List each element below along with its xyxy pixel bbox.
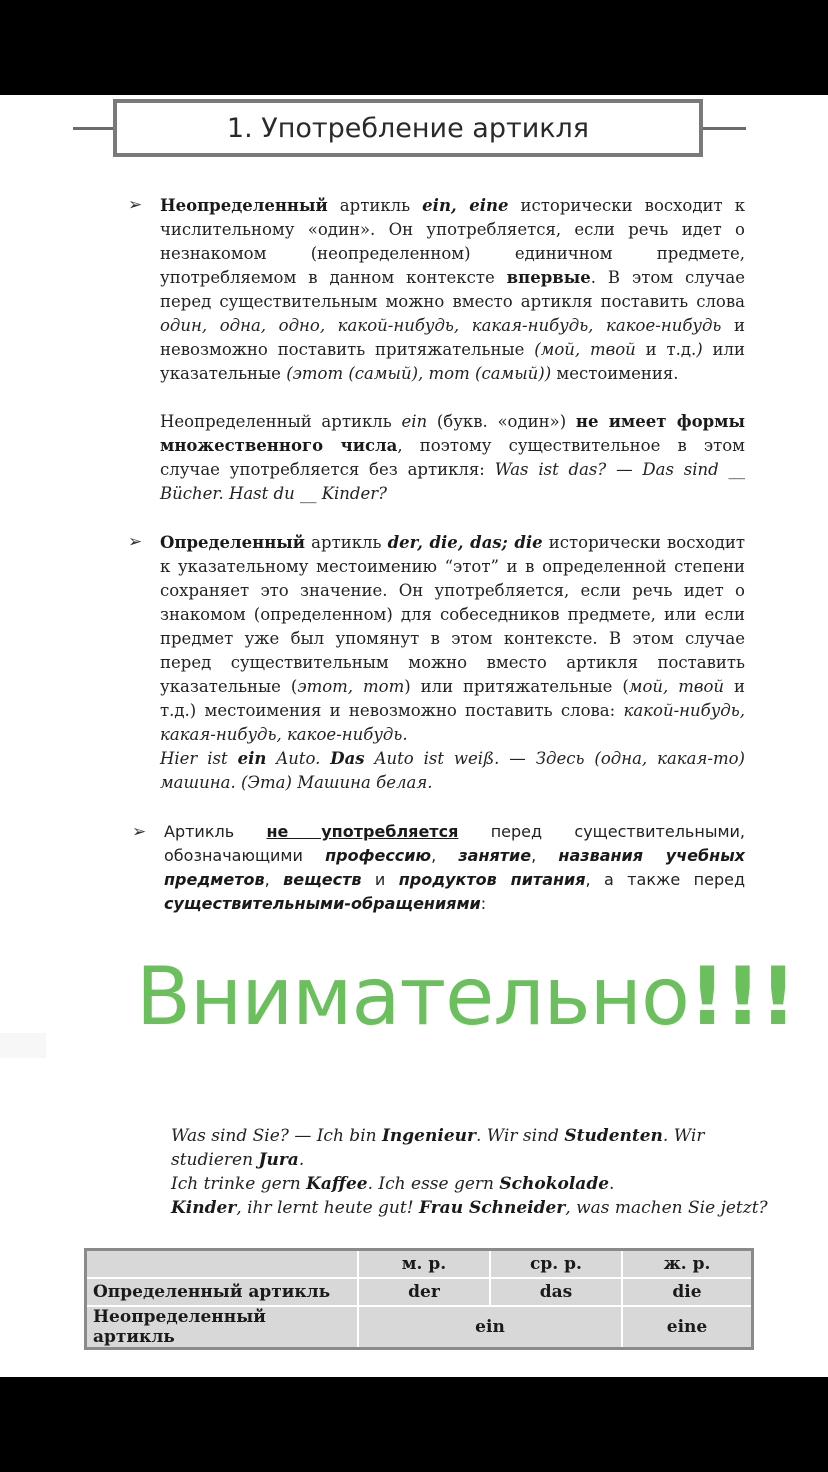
text: местоимения.	[551, 364, 679, 383]
text: . Ich esse gern	[367, 1174, 500, 1194]
table-cell: der	[358, 1278, 490, 1306]
text: :	[480, 894, 487, 913]
example: Was ist das? — Das sind __ Bücher. Hast du __ Kinder?	[160, 460, 746, 503]
row-label: Определенный артикль	[86, 1278, 359, 1306]
example-line	[171, 1172, 771, 1196]
text: артикль	[327, 196, 423, 215]
row-label: Неопределенный артикль	[86, 1306, 359, 1349]
top-black-bar	[0, 0, 828, 95]
title-rule-left	[73, 127, 113, 130]
text: . В этом случае перед существительным можно вместо артикля поставить слова	[160, 268, 745, 311]
attention-banner	[136, 950, 795, 1043]
category: продуктов питания	[398, 870, 586, 889]
table-header-cell: ж. р.	[622, 1250, 753, 1279]
faint-artifact	[0, 1033, 46, 1058]
text: артикль	[305, 533, 388, 552]
term: Определенный	[160, 533, 306, 552]
example: Hier ist	[160, 749, 238, 768]
text: (букв. «один»)	[427, 412, 576, 431]
text: . Wir sind	[475, 1126, 565, 1146]
table-header-row	[86, 1250, 753, 1279]
text: .	[298, 1150, 305, 1170]
table-cell: ein	[358, 1306, 622, 1349]
table-header-cell	[86, 1250, 359, 1279]
title-rule-right	[703, 127, 746, 130]
text: ,	[264, 870, 284, 889]
indefinite-article-paragraph	[160, 194, 745, 386]
page-title: 1. Употребление артикля	[226, 112, 590, 144]
text: , а также перед	[585, 870, 746, 889]
demonstratives: (этот (самый), тот (самый))	[286, 364, 552, 383]
example: Auto.	[266, 749, 331, 768]
text: ,	[431, 846, 459, 865]
possessives: мой, твой	[628, 677, 725, 696]
article-forms: der, die, das; die	[387, 533, 543, 552]
text: , ihr lernt heute gut!	[236, 1198, 419, 1218]
example-noun: Frau Schneider	[418, 1198, 566, 1218]
table-header-cell: м. р.	[358, 1250, 490, 1279]
plural-note-paragraph	[160, 410, 745, 506]
example-noun: Jura	[258, 1150, 299, 1170]
article-forms: ein, eine	[422, 196, 509, 215]
replacement-words: один, одна, одно, какой-нибудь, какая-нибудь, какое-нибудь	[160, 316, 722, 335]
example-noun: Studenten	[564, 1126, 663, 1146]
example-line	[171, 1196, 771, 1220]
example-line	[171, 1124, 771, 1172]
text: Артикль	[164, 822, 267, 841]
example-article: Das	[330, 749, 365, 768]
text: , поэтому существительное в этом случае употребляется без артикля:	[160, 436, 745, 479]
text: )	[696, 340, 703, 359]
example: Auto ist weiß. — Здесь (одна, какая-то) машина. (Эта) Машина белая.	[160, 749, 745, 792]
replacement-words: какой-нибудь, какая-нибудь, какое-нибудь.	[160, 701, 745, 744]
text: ) или притяжательные (	[404, 677, 629, 696]
text: и т.д.) местоимения и невозможно поставить слова:	[160, 677, 745, 720]
example-noun: Ingenieur	[381, 1126, 476, 1146]
examples-block	[171, 1124, 771, 1220]
text: перед существительными, обозначающими	[164, 822, 745, 865]
category: существительными-обращениями	[164, 894, 481, 913]
table-row	[86, 1278, 753, 1306]
text: и т.д.	[635, 340, 697, 359]
table-row	[86, 1306, 753, 1349]
table-header-cell: ср. р.	[490, 1250, 622, 1279]
text: исторически восходит к указательному местоимению “этот” и в определенной степени сохраняет это значение. Он употребляется, если речь идет о знакомом (определенном) для собеседников предмете, или если предмет уже был упомянут в этом контексте. В этом случае перед существительным можно вместо артикля поставить указательные (	[160, 533, 745, 696]
table-cell: eine	[622, 1306, 753, 1349]
example-article: ein	[237, 749, 267, 768]
possessives: (мой, твой	[534, 340, 636, 359]
exclamation-marks: !!!	[688, 950, 796, 1043]
table-cell: das	[490, 1278, 622, 1306]
example-noun: Kinder	[171, 1198, 237, 1218]
example-noun: Kaffee	[306, 1174, 368, 1194]
example-noun: Schokolade	[499, 1174, 610, 1194]
text: , was machen Sie jetzt?	[565, 1198, 768, 1218]
bullet-icon: ➢	[128, 195, 143, 215]
text: исторически восходит к числительному «один». Он употребляется, если речь идет о незнакомом (неопределенном) единичном предмете, употребляемом в данном контексте	[160, 196, 746, 287]
text: Was sind Sie? — Ich bin	[171, 1126, 382, 1146]
bullet-icon: ➢	[132, 822, 147, 842]
text: Ich trinke gern	[171, 1174, 307, 1194]
text: и невозможно поставить притяжательные	[160, 316, 745, 359]
title-frame	[113, 99, 703, 157]
text: или указательные	[160, 340, 745, 383]
articles-table	[84, 1248, 754, 1350]
text: ,	[531, 846, 559, 865]
emphasis: не имеет формы множественного числа	[160, 412, 745, 455]
category: занятие	[458, 846, 532, 865]
attention-word: Внимательно	[136, 950, 689, 1043]
text: Неопределенный артикль	[160, 412, 402, 431]
bottom-black-bar	[0, 1377, 828, 1472]
article-ein: ein	[401, 412, 428, 431]
table-cell: die	[622, 1278, 753, 1306]
demonstratives: этот, тот	[297, 677, 405, 696]
category: веществ	[283, 870, 362, 889]
emphasis: не употребляется	[266, 822, 459, 841]
category: профессию	[325, 846, 432, 865]
emphasis: впервые	[506, 268, 591, 287]
term: Неопределенный	[160, 196, 328, 215]
no-article-paragraph	[164, 820, 745, 916]
text: и	[361, 870, 399, 889]
text: . Wir studieren	[171, 1126, 705, 1170]
definite-article-paragraph	[160, 531, 745, 795]
category: названия учебных предметов	[164, 846, 746, 889]
text: .	[609, 1174, 615, 1194]
bullet-icon: ➢	[128, 532, 143, 552]
